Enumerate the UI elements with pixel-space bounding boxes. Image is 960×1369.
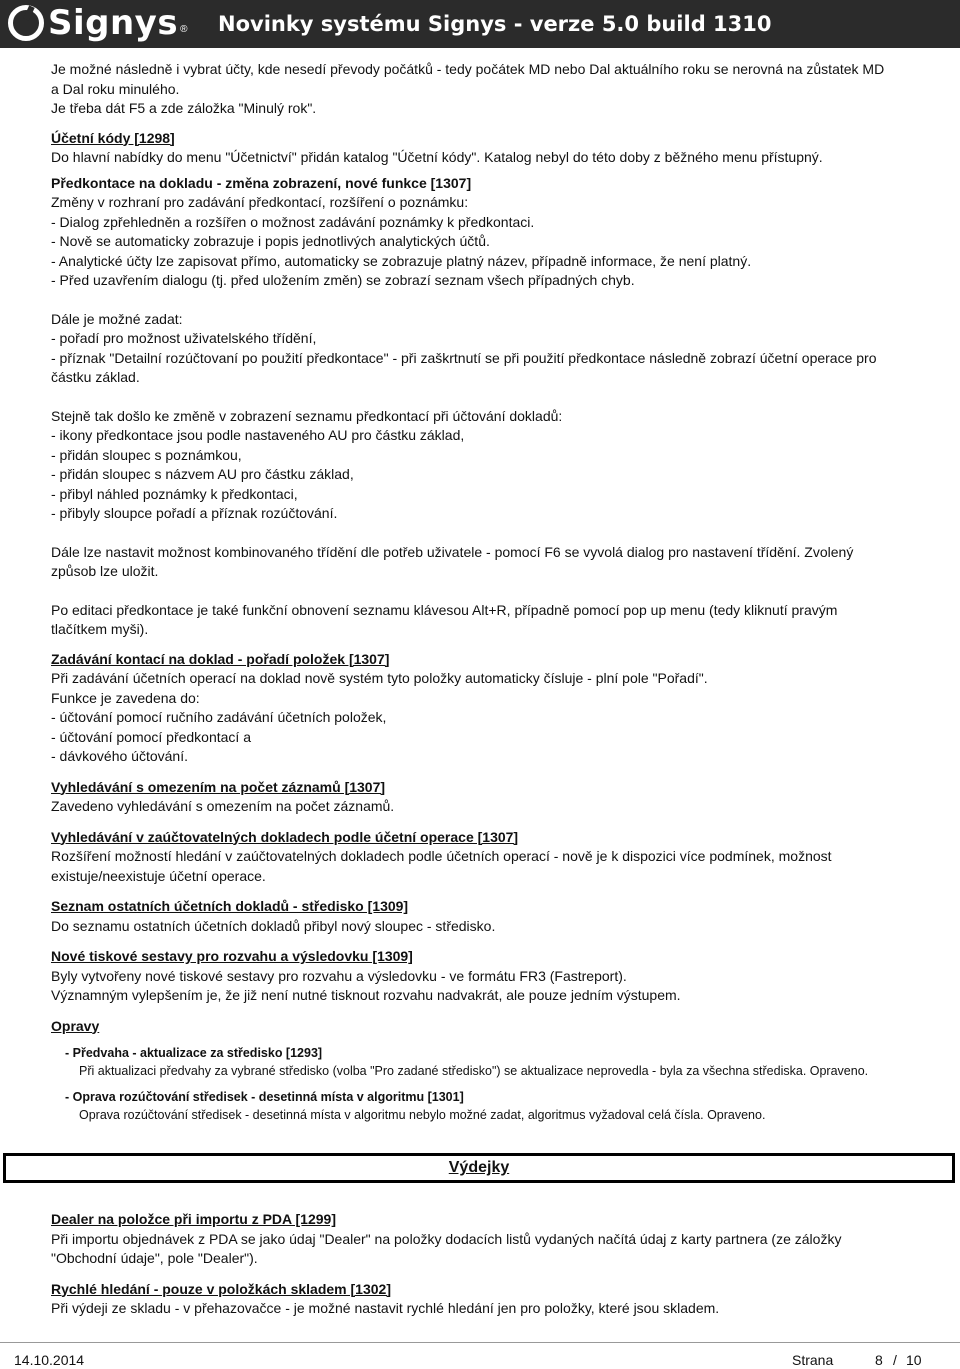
header-bar <box>0 0 960 48</box>
fix-item-title: - Předvaha - aktualizace za středisko [1293] <box>65 1046 323 1060</box>
section-box-title: Výdejky <box>448 1159 510 1176</box>
intro-paragraph <box>51 60 931 119</box>
text-line: existuje/neexistuje účetní operace. <box>51 867 266 884</box>
text-line: - Před uzavřením dialogu (tj. před uložením změn) se zobrazí seznam všech případných chyb. <box>51 272 635 288</box>
footer-page-number: 8 <box>875 1352 883 1368</box>
text-line: - Nově se automaticky zobrazuje i popis jednotlivých analytických účtů. <box>51 233 490 249</box>
intro-line: Je třeba dát F5 a zde záložka "Minulý rok". <box>51 100 317 116</box>
footer-page-total: 10 <box>906 1352 922 1368</box>
opravy-section <box>51 1017 931 1125</box>
dealer-section <box>51 1210 931 1269</box>
section-heading: Zadávání kontací na doklad - pořadí položek [1307] <box>51 650 390 667</box>
section-heading: Předkontace na dokladu - změna zobrazení, nové funkce [1307] <box>51 174 472 191</box>
section-text: Do hlavní nabídky do menu "Účetnictví" přidán katalog "Účetní kódy". Katalog nebyl do této doby z běžného menu přístupný. <box>51 149 823 165</box>
text-line: Po editaci předkontace je také funkční obnovení seznamu klávesou Alt+R, případně pomocí pop up menu (tedy kliknutí pravým <box>51 601 838 618</box>
text-line: způsob lze uložit. <box>51 563 159 579</box>
vyhledavani-operace-section <box>51 828 931 887</box>
vydejky-body <box>51 1210 931 1319</box>
section-heading: Vyhledávání s omezením na počet záznamů [1307] <box>51 778 386 795</box>
text-line: - dávkového účtování. <box>51 748 188 764</box>
text-line: Rozšíření možností hledání v zaúčtovatelných dokladech podle účetních operací - nově je k dispozici více podmínek, možnost <box>51 848 832 864</box>
fix-item-desc: Při aktualizaci předvahy za vybrané středisko (volba "Pro zadané středisko") se aktualizace neprovedla - byla za všechna střediska. Opraveno. <box>79 1064 869 1078</box>
text-line: Stejně tak došlo ke změně v zobrazení seznamu předkontací při účtování dokladů: <box>51 407 563 424</box>
intro-line: Je možné následně i vybrat účty, kde nesedí převody počátků - tedy počátek MD nebo Dal aktuálního roku se nerovná na zůstatek MD <box>51 61 885 77</box>
vyhledavani-omezeni-section <box>51 778 931 817</box>
text-line: Do seznamu ostatních účetních dokladů přibyl nový sloupec - středisko. <box>51 917 496 934</box>
text-line: - Analytické účty lze zapisovat přímo, automaticky se zobrazuje platný název, případně informace, že není platný. <box>51 252 752 269</box>
text-line: Změny v rozhraní pro zadávání předkontací, rozšíření o poznámku: <box>51 194 469 210</box>
text-line: - účtování pomocí ručního zadávání účetních položek, <box>51 709 387 725</box>
footer-divider <box>0 1342 960 1343</box>
text-line: - přibyl náhled poznámky k předkontaci, <box>51 485 298 502</box>
text-line: částku základ. <box>51 369 140 385</box>
predkontace-section <box>51 174 931 640</box>
text-line: Při importu objednávek z PDA se jako údaj "Dealer" na položky dodacích listů vydaných načítá údaj z karty partnera (ze záložky <box>51 1230 842 1247</box>
footer-strana-label: Strana <box>792 1352 834 1368</box>
section-heading: Dealer na položce při importu z PDA [1299] <box>51 1211 336 1227</box>
seznam-stredisko-section <box>51 897 931 936</box>
section-heading: Účetní kódy [1298] <box>51 129 175 146</box>
ucetni-kody-section <box>51 129 931 168</box>
text-line: - přibyly sloupce pořadí a příznak rozúčtování. <box>51 505 338 521</box>
document-title: Novinky systému Signys - verze 5.0 build 1310 <box>218 12 772 36</box>
text-line: Významným vylepšením je, že již není nutné tisknout rozvahu nadvakrát, ale pouze jedním výstupem. <box>51 987 681 1003</box>
document-body <box>51 60 931 1124</box>
registered-mark: ® <box>180 23 188 35</box>
text-line: Při zadávání účetních operací na doklad nově systém tyto položky automaticky čísluje - plní pole "Pořadí". <box>51 670 708 686</box>
text-line: Funkce je zavedena do: <box>51 689 200 706</box>
zadavani-section <box>51 650 931 767</box>
text-line: - účtování pomocí předkontací a <box>51 728 251 745</box>
footer-date: 14.10.2014 <box>14 1352 85 1368</box>
section-heading: Rychlé hledání - pouze v položkách skladem [1302] <box>51 1280 391 1297</box>
footer-page-separator: / <box>893 1352 897 1368</box>
rychle-hledani-section <box>51 1280 931 1319</box>
text-line: - Dialog zpřehledněn a rozšířen o možnost zadávání poznámky k předkontaci. <box>51 213 535 230</box>
tiskove-sestavy-section <box>51 947 931 1006</box>
fix-item-title: - Oprava rozúčtování středisek - desetinná místa v algoritmu [1301] <box>65 1090 464 1104</box>
signys-logo-icon <box>8 5 44 41</box>
logo-text: Signys <box>48 3 179 43</box>
text-line: Dále je možné zadat: <box>51 310 183 327</box>
section-heading: Vyhledávání v zaúčtovatelných dokladech podle účetní operace [1307] <box>51 828 519 845</box>
text-line: - přidán sloupec s názvem AU pro částku základ, <box>51 466 354 482</box>
section-box-vydejky <box>3 1153 955 1183</box>
text-line: Při výdeji ze skladu - v přehazovačce - je možné nastavit rychlé hledání jen pro položky, které jsou skladem. <box>51 1300 720 1316</box>
text-line: Dále lze nastavit možnost kombinovaného třídění dle potřeb uživatele - pomocí F6 se vyvolá dialog pro nastavení třídění. Zvolený <box>51 543 854 560</box>
text-line: - přidán sloupec s poznámkou, <box>51 446 242 463</box>
text-line: Zavedeno vyhledávání s omezením na počet záznamů. <box>51 798 395 814</box>
section-heading: Opravy <box>51 1017 100 1034</box>
text-line: "Obchodní údaje", pole "Dealer"). <box>51 1250 258 1266</box>
section-heading: Nové tiskové sestavy pro rozvahu a výsledovku [1309] <box>51 948 413 964</box>
fix-item-desc: Oprava rozúčtování středisek - desetinná místa v algoritmu nebylo možné zadat, algoritmus vyžadoval celá čísla. Opraveno. <box>79 1108 766 1122</box>
signys-logo <box>8 2 187 44</box>
text-line: - příznak "Detailní rozúčtovaní po použití předkontace" - při zaškrtnutí se při použití předkontace následně zobrazí účetní operace pro <box>51 349 877 366</box>
text-line: Byly vytvořeny nové tiskové sestavy pro rozvahu a výsledovku - ve formátu FR3 (Fastreport). <box>51 967 627 984</box>
intro-line: a Dal roku minulého. <box>51 80 180 97</box>
text-line: tlačítkem myši). <box>51 621 149 637</box>
text-line: - ikony předkontace jsou podle nastaveného AU pro částku základ, <box>51 427 465 443</box>
section-heading: Seznam ostatních účetních dokladů - středisko [1309] <box>51 898 409 914</box>
text-line: - pořadí pro možnost uživatelského třídění, <box>51 330 317 346</box>
